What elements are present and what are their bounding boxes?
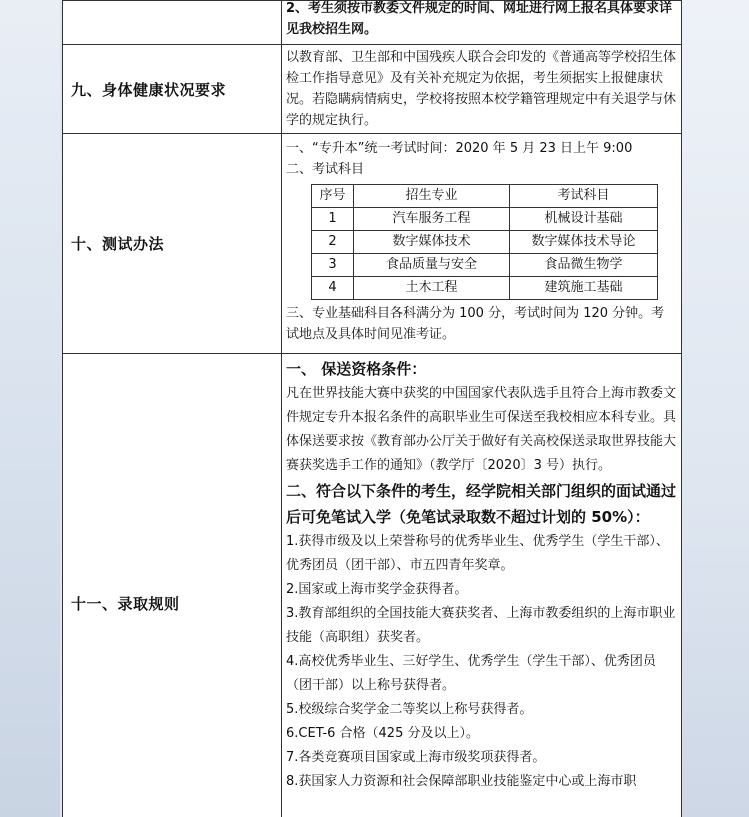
table-cell: 土木工程 <box>354 277 510 300</box>
list-item: 3.教育部组织的全国技能大赛获奖者、上海市教委组织的上海市职业技能（高职组）获奖者。 <box>286 606 676 645</box>
guarantee-heading: 一、 保送资格条件： <box>286 360 427 378</box>
section10-label: 十、测试办法 <box>71 235 165 253</box>
table-cell: 数字媒体技术 <box>354 231 510 254</box>
table-cell: 汽车服务工程 <box>354 208 510 231</box>
row-health <box>63 45 682 134</box>
row-test <box>63 134 682 354</box>
row-top <box>63 1 682 45</box>
admission-table <box>62 0 682 817</box>
row-top-label <box>63 1 282 45</box>
admission-content <box>282 354 682 817</box>
exam-time-line: 一、“专升本”统一考试时间：2020 年 5 月 23 日上午 9:00 <box>286 141 633 156</box>
header-cell: 序号 <box>312 185 354 208</box>
list-item: 6.CET-6 合格（425 分及以上）。 <box>286 726 479 741</box>
exam-table-header <box>312 185 658 208</box>
table-cell: 食品质量与安全 <box>354 254 510 277</box>
table-cell: 食品微生物学 <box>510 254 658 277</box>
health-label-cell <box>63 45 282 134</box>
table-cell: 建筑施工基础 <box>510 277 658 300</box>
table-cell: 2 <box>312 231 354 254</box>
top-row-text: 2、考生须按市教委文件规定的时间、网址进行网上报名具体要求详见我校招生网。 <box>286 1 673 37</box>
health-content <box>282 45 682 134</box>
exemption-heading: 二、符合以下条件的考生，经学院相关部门组织的面试通过后可免笔试入学（免笔试录取数不超过计划的 50%）： <box>286 482 677 526</box>
table-cell: 4 <box>312 277 354 300</box>
row-top-content <box>282 1 682 45</box>
table-row <box>312 254 658 277</box>
admission-label-cell <box>63 354 282 817</box>
list-item: 4.高校优秀毕业生、三好学生、优秀学生（学生干部）、优秀团员（团干部）以上称号获得者。 <box>286 654 656 693</box>
background-left <box>0 0 60 817</box>
table-row <box>312 208 658 231</box>
exam-score-note: 三、专业基础科目各科满分为 100 分，考试时间为 120 分钟。考试地点及具体时间见准考证。 <box>286 306 665 342</box>
list-item: 5.校级综合奖学金二等奖以上称号获得者。 <box>286 702 533 717</box>
table-cell: 数字媒体技术导论 <box>510 231 658 254</box>
list-item: 1.获得市级及以上荣誉称号的优秀毕业生、优秀学生（学生干部）、优秀团员（团干部）、市五四青年奖章。 <box>286 534 669 573</box>
table-cell: 3 <box>312 254 354 277</box>
section11-label: 十一、录取规则 <box>71 595 180 613</box>
background-right <box>679 0 749 817</box>
section9-label: 九、身体健康状况要求 <box>71 80 227 99</box>
list-item: 2.国家或上海市奖学金获得者。 <box>286 582 468 597</box>
section9-text: 以教育部、卫生部和中国残疾人联合会印发的《普通高等学校招生体检工作指导意见》及有关补充规定为依据，考生须据实上报健康状况。若隐瞒病情病史，学校将按照本校学籍管理规定中有关退学与休学的规定执行。 <box>286 50 677 128</box>
exam-subject-table <box>311 184 658 300</box>
test-label-cell <box>63 134 282 354</box>
test-content <box>282 134 682 354</box>
header-cell: 考试科目 <box>510 185 658 208</box>
header-cell: 招生专业 <box>354 185 510 208</box>
table-cell: 机械设计基础 <box>510 208 658 231</box>
table-row <box>312 231 658 254</box>
guarantee-paragraph: 凡在世界技能大赛中获奖的中国国家代表队选手且符合上海市教委文件规定专升本报名条件的高职毕业生可保送至我校相应本科专业。具体保送要求按《教育部办公厅关于做好有关高校保送录取世界技能大赛获奖选手工作的通知》（教学厅〔2020〕3 号）执行。 <box>286 386 677 473</box>
document-page <box>62 0 682 817</box>
table-cell: 1 <box>312 208 354 231</box>
list-item: 7.各类竞赛项目国家或上海市级奖项获得者。 <box>286 750 546 765</box>
row-admission <box>63 354 682 817</box>
exam-subjects-heading: 二、考试科目 <box>286 162 365 177</box>
table-row <box>312 277 658 300</box>
list-item: 8.获国家人力资源和社会保障部职业技能鉴定中心或上海市职 <box>286 774 637 789</box>
